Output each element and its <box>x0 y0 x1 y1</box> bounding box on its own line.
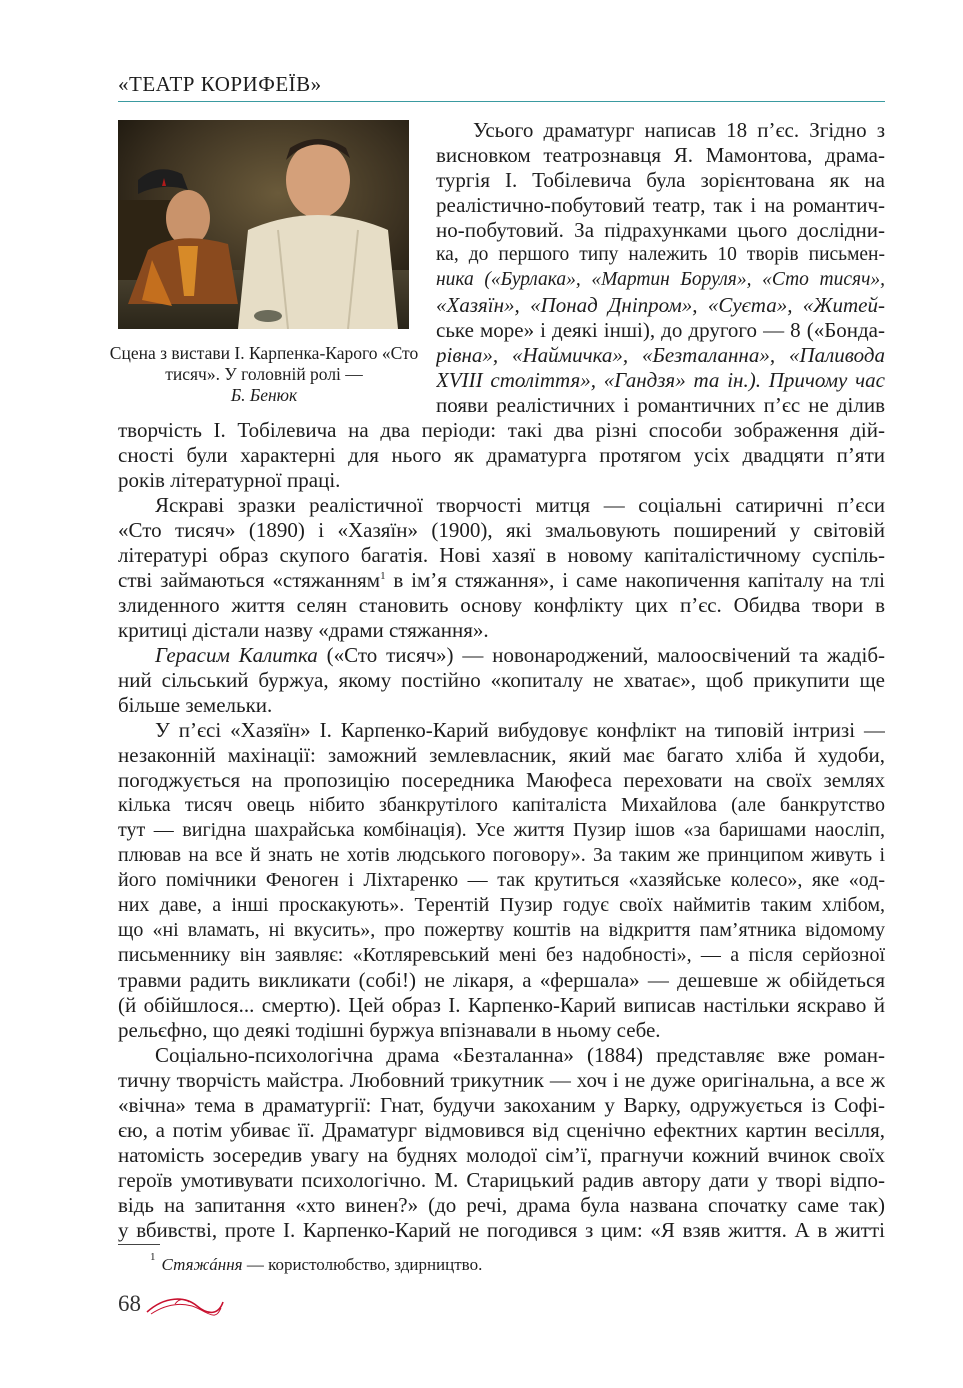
text-line: У п’єсі «Хазяїн» І. Карпенко-Карий вибудовує конфлікт на типовій інтризі — <box>155 718 885 742</box>
caption-text: Сцена з вистави І. Карпенка-Карого «Сто тисяч». У головній ролі — <box>109 343 419 384</box>
text-line: злиденного життя селян становить основу конфлікту цих п’єс. Обидва твори в <box>118 593 885 617</box>
text-line <box>436 343 885 367</box>
text-line: ське море» і деякі інші), до другого — 8 («Бонда- <box>436 318 885 342</box>
text-line: но-побутовий. За підрахунками цього дослідни- <box>436 218 885 242</box>
text-line: «вічна» тема в драматургії: Гнат, будучи закоханим у Варку, одружується із Софі- <box>118 1093 885 1117</box>
text-line <box>118 568 885 592</box>
text-line: більше земельки. <box>118 693 273 717</box>
text-line: Яскраві зразки реалістичної творчості митця — соціальні сатиричні п’єси <box>155 493 885 517</box>
text-line: ний сільський буржуа, якому постійно «копиталу не хватає», щоб прикупити ще <box>118 668 885 692</box>
text-line: висновком театрознавця Я. Мамонтова, драма- <box>436 143 885 167</box>
text-line: у вбивстві, проте І. Карпенко-Карий не погодився з цим: «Я взяв життя. А в житті <box>118 1218 885 1242</box>
running-header: «ТЕАТР КОРИФЕЇВ» <box>118 72 322 96</box>
text-line: творчість І. Тобілевича на два періоди: такі два різні способи зображення дій- <box>118 418 885 442</box>
text-line: літературі образ скупого багатія. Нові хазяї в новому капіталістичному суспіль- <box>118 543 885 567</box>
text-line: натомість зосередив увагу на буднях молодої сім’ї, прагнучи кожний вчинок своїх <box>118 1143 885 1167</box>
character-name: Герасим Калитка <box>155 643 318 667</box>
text-line: років літературної праці. <box>118 468 341 492</box>
text-line: кілька тисяч овець нібито збанкрутілого капіталіста Михайлова (але банкрутство <box>118 794 885 816</box>
text-line: критиці дістали назву «драми стяжання». <box>118 618 489 642</box>
text-line: «Сто тисяч» (1890) і «Хазяїн» (1900), які змальовують поширений у світовій <box>118 518 885 542</box>
text-line-italic: рівна», «Наймичка», «Безталанна», «Паливода <box>436 343 885 367</box>
text-line <box>436 293 885 317</box>
text-line: появи реалістичних і романтичних п’єс не ділив <box>436 393 885 417</box>
page-number: 68 <box>118 1291 141 1316</box>
footnote-mark: 1 <box>150 1251 156 1264</box>
text-line: незаконній махінації: заможний землевласник, який має багато хліба й худоби, <box>118 743 885 767</box>
footnote-term: Стяжáння <box>161 1255 243 1274</box>
text-line: сності були характерні для нього як драматурга протягом усіх двадцяти п’яти <box>118 443 885 467</box>
text-line: тургія І. Тобілевича була зорієнтована як на <box>436 168 885 192</box>
text-line: (й обійшлося... смертю). Цей образ І. Карпенко-Карий виписав настільки яскраво й <box>118 993 885 1017</box>
text-line-italic: «Хазяїн», «Понад Дніпром», «Суєта», «Житей- <box>436 293 885 317</box>
text-line: них даве, а інші проскакують». Терентій Пузир годує своїх наймитів таким хлібом, <box>118 894 885 916</box>
footnote <box>150 1251 850 1276</box>
text-line <box>436 368 885 392</box>
text-part: стві займаються «стяжанням <box>118 568 381 592</box>
caption-author: Б. Бенюк <box>230 385 298 405</box>
text-line: тичну творчість майстра. Любовний трикутник — хоч і не дуже оригінальна, а все ж <box>118 1068 885 1092</box>
text-line: реалістично-побутовий театр, так і на романтич- <box>436 193 885 217</box>
text-line: Усього драматург написав 18 п’єс. Згідно з <box>473 118 885 142</box>
text-line: його помічники Феноген і Ліхтаренко — так крутиться «хазяйське колесо», яке «од- <box>118 869 885 891</box>
text-line: плював на все й знать не хотів людського поговору». За таким же принципом живуть і <box>118 844 885 866</box>
text-part: в ім’я стяжання», і саме накопичення капіталу на тлі <box>385 568 885 592</box>
text-line: письменнику він заявляє: «Котляревський мені без надобності», — а після серйозної <box>118 944 885 966</box>
text-line: відь на запитання «хто винен?» (до речі, драма була названа спочатку саме так) <box>118 1193 885 1217</box>
text-line: ка, до першого типу належить 10 творів письмен- <box>436 244 885 265</box>
text-line-italic: XVIII століття», «Гандзя» та ін.). Причому час <box>436 368 885 392</box>
text-line: рельєфно, що деякі тодішні буржуа впізнавали в ньому себе. <box>118 1018 661 1042</box>
text-line <box>118 643 885 667</box>
text-line: травми радить викликати (собі!) не лікаря, а «фершала» — дешевше ж обійдеться <box>118 968 885 992</box>
text-line: погоджується на пропозицію посередника Маюфеса переховати на своїх землях <box>118 768 885 792</box>
text-line: тут — вигідна шахрайська комбінація). Усе життя Пузир ішов «за баришами наосліп, <box>118 819 885 841</box>
text-line <box>436 268 885 292</box>
flourish-ornament-icon <box>145 1292 225 1320</box>
text-line-italic: ника («Бурлака», «Мартин Боруля», «Сто тисяч», <box>436 269 885 290</box>
footnote-definition: — користолюбство, здирництво. <box>242 1255 483 1274</box>
text-line: єю, а потім убиває її. Драматург відмовився від сценічно ефектних картин весілля, <box>118 1118 885 1142</box>
text-part: («Сто тисяч») — новонароджений, малоосвічений та жадіб- <box>317 643 885 667</box>
text-line: Соціально-психологічна драма «Безталанна» (1884) представляє вже роман- <box>155 1043 885 1067</box>
text-line: що «ні вламать, ні вкусить», про пожертву коштів на відкриття пам’ятника відомому <box>118 919 885 941</box>
footnote-rule <box>118 1244 160 1245</box>
footnote-ref[interactable]: 1 <box>380 570 386 582</box>
text-line: героїв умотивувати психологічно. М. Старицький радив автору дати у творі відпо- <box>118 1168 885 1192</box>
